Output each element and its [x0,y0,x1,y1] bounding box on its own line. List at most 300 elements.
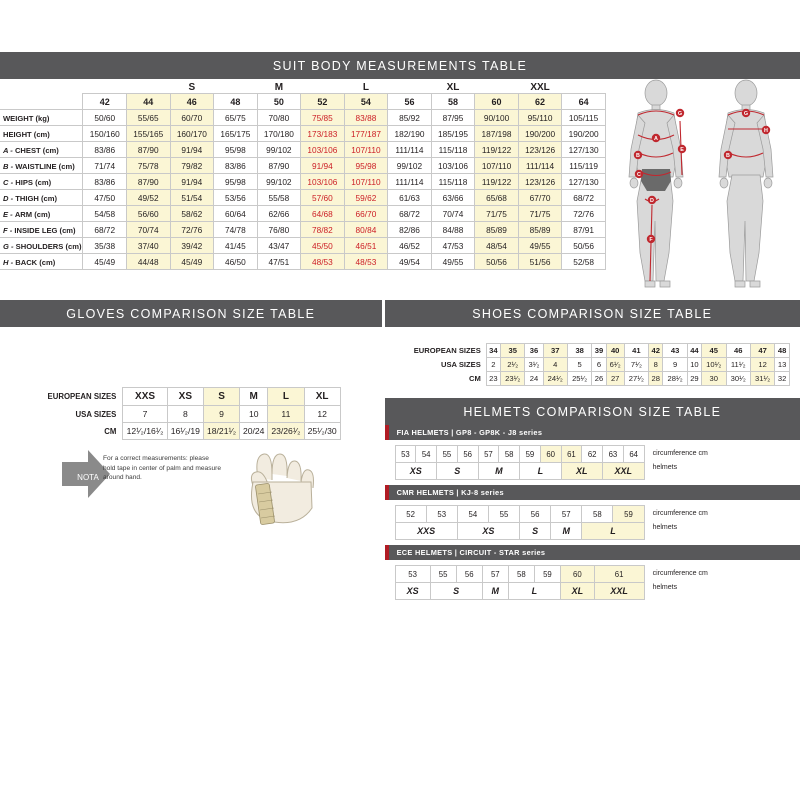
shoes-size-cell: 10¹⁄₂ [702,358,726,372]
helmet-circumference-cell: 55 [437,446,458,463]
helmet-circumference-cell: 54 [416,446,437,463]
suit-measure-cell: 50/56 [562,238,606,254]
helmet-circumference-cell: 52 [395,506,426,523]
shoes-size-cell: 29 [687,372,701,386]
helmet-circumference-cell: 61 [594,566,644,583]
shoes-size-cell: 46 [726,344,750,358]
suit-measure-cell: 75/85 [301,110,345,126]
shoes-size-cell: 48 [775,344,789,358]
suit-measure-cell: 84/88 [431,222,475,238]
table-row [0,126,608,142]
gloves-size-cell: S [203,388,239,406]
suit-measure-cell: 70/80 [257,110,301,126]
suit-measure-cell: 48/53 [301,254,345,270]
suit-measure-cell: 83/88 [344,110,388,126]
suit-measure-cell: 78/82 [301,222,345,238]
suit-measure-cell: 64/68 [301,206,345,222]
helmet-circumference-cell: 63 [603,446,624,463]
shoes-size-cell: 5 [567,358,591,372]
suit-size-group-header: XL [431,79,475,94]
suit-measure-cell: 76/80 [257,222,301,238]
suit-size-number: 54 [344,94,388,110]
helmet-circumference-cell: 57 [482,566,508,583]
suit-measure-cell: 72/76 [170,222,214,238]
shoes-size-cell: 23 [486,372,500,386]
gloves-size-cell: 7 [123,406,167,423]
shoes-size-cell: 45 [702,344,726,358]
suit-row-label: F - INSIDE LEG (cm) [0,222,83,238]
gloves-size-cell: 10 [240,406,268,423]
suit-measure-cell: 74/78 [214,222,258,238]
gloves-size-cell: 11 [268,406,304,423]
table-row [395,344,790,358]
helmet-size-cell: S [520,523,551,540]
svg-text:H: H [764,128,768,134]
suit-measure-cell: 107/110 [344,142,388,158]
suit-measure-cell: 99/102 [257,174,301,190]
helmet-block [385,545,800,605]
helmet-circumference-cell: 53 [426,506,457,523]
gloves-title-banner: GLOVES COMPARISON SIZE TABLE [0,300,382,327]
shoes-size-cell: 43 [663,344,687,358]
table-row [41,423,341,440]
suit-size-number: 46 [170,94,214,110]
shoes-size-cell: 8 [649,358,663,372]
table-row [0,158,608,174]
shoes-size-cell: 38 [567,344,591,358]
suit-row-label: B - WAISTLINE (cm) [0,158,83,174]
suit-measure-cell: 123/126 [518,174,562,190]
suit-measure-cell: 47/50 [83,190,127,206]
helmet-circumference-cell: 64 [623,446,644,463]
suit-measure-cell: 67/70 [518,190,562,206]
helmet-series-header: CMR HELMETS | KJ-8 series [385,485,800,500]
shoes-size-cell: 28 [649,372,663,386]
suit-size-number: 50 [257,94,301,110]
suit-measure-cell: 52/58 [562,254,606,270]
suit-measure-cell: 37/40 [127,238,171,254]
suit-measure-cell: 87/95 [431,110,475,126]
table-row [0,110,608,126]
shoes-helmets-column [382,300,800,605]
suit-measure-cell: 85/89 [518,222,562,238]
table-row [0,254,608,270]
shoes-size-cell: 44 [687,344,701,358]
suit-measure-cell: 61/63 [388,190,432,206]
suit-measurements-table [0,79,608,270]
suit-measure-cell: 115/119 [562,158,606,174]
shoes-size-cell: 2 [486,358,500,372]
shoes-size-table [395,343,790,386]
table-row [0,222,608,238]
shoes-size-cell: 31¹⁄₂ [750,372,774,386]
suit-measure-cell: 75/78 [127,158,171,174]
shoes-size-cell: 40 [606,344,624,358]
suit-size-group-header: S [170,79,214,94]
suit-measure-cell: 60/70 [170,110,214,126]
suit-measure-cell: 91/94 [170,142,214,158]
table-row [0,174,608,190]
suit-number-row-label [0,94,83,110]
suit-measure-cell: 82/86 [388,222,432,238]
suit-row-label: C - HIPS (cm) [0,174,83,190]
table-row [395,583,644,600]
helmet-size-table [395,445,645,480]
table-row [395,446,644,463]
helmet-size-cell: L [582,523,644,540]
gloves-size-cell: L [268,388,304,406]
suit-size-group-header [301,79,345,94]
helmet-circumference-cell: 61 [561,446,582,463]
suit-measure-cell: 190/200 [518,126,562,142]
helmet-circumference-cell: 59 [534,566,560,583]
shoes-size-cell: 27 [606,372,624,386]
suit-corner-cell [0,79,83,94]
helmet-circumference-cell: 57 [551,506,582,523]
suit-size-group-header [83,79,127,94]
helmet-size-cell: L [508,583,560,600]
suit-measure-cell: 50/56 [475,254,519,270]
shoes-size-cell: 7¹⁄₂ [624,358,648,372]
helmet-series-header: ECE HELMETS | CIRCUIT - STAR series [385,545,800,560]
table-row [0,238,608,254]
suit-measure-cell: 127/130 [562,142,606,158]
suit-measure-cell: 79/82 [170,158,214,174]
suit-measure-cell: 72/76 [562,206,606,222]
gloves-size-cell: M [240,388,268,406]
suit-measure-cell: 95/110 [518,110,562,126]
shoes-row-label: CM [468,374,481,383]
helmet-size-table [395,505,645,540]
suit-row-label: HEIGHT (cm) [0,126,83,142]
suit-measure-cell: 83/86 [214,158,258,174]
suit-row-label: H - BACK (cm) [0,254,83,270]
table-row [395,506,644,523]
suit-measure-cell: 95/98 [214,142,258,158]
suit-measure-cell: 49/55 [518,238,562,254]
shoes-size-cell: 47 [750,344,774,358]
shoes-size-cell: 2¹⁄₂ [501,358,525,372]
top-spacer [0,0,800,52]
helmet-blocks [385,425,800,605]
suit-measure-cell: 111/114 [388,142,432,158]
gloves-size-cell: 12 [304,406,340,423]
suit-measure-cell: 170/180 [257,126,301,142]
helmet-circumference-cell: 57 [478,446,499,463]
suit-size-group-header: XXL [518,79,562,94]
suit-measure-cell: 190/200 [562,126,606,142]
suit-measure-cell: 111/114 [388,174,432,190]
suit-measure-cell: 90/100 [475,110,519,126]
shoes-size-cell: 28¹⁄₂ [663,372,687,386]
helmet-size-cell: XS [395,583,430,600]
suit-measure-cell: 48/54 [475,238,519,254]
svg-text:G: G [677,111,683,117]
suit-size-group-header: M [257,79,301,94]
table-row [395,372,790,386]
table-row [395,463,644,480]
suit-measure-cell: 91/94 [301,158,345,174]
suit-size-number: 56 [388,94,432,110]
shoes-size-cell: 42 [649,344,663,358]
shoes-size-cell: 9 [663,358,687,372]
lower-area [0,300,800,605]
helmet-note-circumference: circumference cm [652,450,708,457]
shoes-size-cell: 26 [592,372,606,386]
suit-measure-cell: 48/53 [344,254,388,270]
table-row [0,142,608,158]
helmet-size-cell: XXL [603,463,645,480]
helmet-block [385,485,800,545]
shoes-size-cell: 35 [501,344,525,358]
table-row [395,358,790,372]
svg-text:A: A [654,136,658,142]
shoes-size-cell: 39 [592,344,606,358]
helmet-circumference-cell: 60 [560,566,594,583]
shoes-size-cell: 25¹⁄₂ [567,372,591,386]
helmet-size-cell: M [478,463,520,480]
helmet-circumference-cell: 55 [430,566,456,583]
shoes-size-cell: 6¹⁄₂ [606,358,624,372]
suit-size-number: 60 [475,94,519,110]
helmet-size-cell: M [482,583,508,600]
suit-title-banner: SUIT BODY MEASUREMENTS TABLE [0,52,800,79]
suit-row-label: WEIGHT (kg) [0,110,83,126]
suit-measure-cell: 185/195 [431,126,475,142]
suit-measure-cell: 51/56 [518,254,562,270]
suit-measure-cell: 45/49 [170,254,214,270]
suit-measure-cell: 57/60 [301,190,345,206]
helmet-size-cell: XXS [395,523,457,540]
suit-measure-cell: 107/110 [475,158,519,174]
suit-measure-cell: 85/89 [475,222,519,238]
suit-measure-cell: 62/66 [257,206,301,222]
suit-measure-cell: 66/70 [344,206,388,222]
suit-measure-cell: 95/98 [344,158,388,174]
shoes-size-cell: 32 [775,372,789,386]
shoes-row-label: USA SIZES [440,360,481,369]
suit-measure-cell: 150/160 [83,126,127,142]
shoes-size-cell: 6 [592,358,606,372]
suit-measure-cell: 60/64 [214,206,258,222]
shoes-size-cell: 30¹⁄₂ [726,372,750,386]
suit-measure-cell: 85/92 [388,110,432,126]
table-row [0,206,608,222]
helmets-title-banner: HELMETS COMPARISON SIZE TABLE [385,398,800,425]
suit-measure-cell: 119/122 [475,142,519,158]
suit-size-number: 64 [562,94,606,110]
suit-size-number: 58 [431,94,475,110]
helmet-size-cell: L [520,463,562,480]
helmet-note [645,500,708,536]
shoes-size-cell: 36 [525,344,543,358]
gloves-note-area [0,440,382,560]
shoes-size-cell: 30 [702,372,726,386]
gloves-size-cell: XL [304,388,340,406]
helmet-circumference-cell: 56 [457,446,478,463]
suit-measure-cell: 91/94 [170,174,214,190]
shoes-size-cell: 3¹⁄₂ [525,358,543,372]
table-row [395,523,644,540]
suit-measure-cell: 35/38 [83,238,127,254]
suit-table-wrap [0,79,608,296]
suit-measure-cell: 115/118 [431,174,475,190]
helmet-circumference-cell: 56 [520,506,551,523]
helmet-note [645,440,708,476]
suit-size-number: 42 [83,94,127,110]
svg-text:C: C [637,172,641,178]
suit-measure-cell: 55/58 [257,190,301,206]
suit-measure-cell: 83/86 [83,174,127,190]
suit-size-group-header [388,79,432,94]
helmet-circumference-cell: 58 [499,446,520,463]
shoes-size-cell: 41 [624,344,648,358]
suit-measure-cell: 99/102 [388,158,432,174]
suit-measure-cell: 111/114 [518,158,562,174]
gloves-size-cell: 8 [167,406,203,423]
gloves-row-label: CM [104,426,117,436]
suit-measure-cell: 70/74 [127,222,171,238]
suit-measure-cell: 127/130 [562,174,606,190]
svg-text:B: B [636,153,640,159]
suit-measure-cell: 47/53 [431,238,475,254]
suit-measure-cell: 87/90 [127,174,171,190]
helmet-size-cell: S [437,463,479,480]
suit-size-group-header [475,79,519,94]
suit-measure-cell: 58/62 [170,206,214,222]
svg-text:F: F [649,237,653,243]
suit-measure-cell: 173/183 [301,126,345,142]
suit-measure-cell: 68/72 [562,190,606,206]
shoes-size-cell: 34 [486,344,500,358]
helmet-circumference-cell: 60 [540,446,561,463]
suit-measure-cell: 103/106 [301,142,345,158]
gloves-size-cell: XXS [123,388,167,406]
suit-measure-cell: 107/110 [344,174,388,190]
suit-measure-cell: 54/58 [83,206,127,222]
helmet-size-cell: XXL [594,583,644,600]
helmet-circumference-cell: 59 [613,506,644,523]
suit-measure-cell: 45/49 [83,254,127,270]
suit-row-label: E - ARM (cm) [0,206,83,222]
shoes-size-cell: 4 [543,358,567,372]
suit-measure-cell: 63/66 [431,190,475,206]
suit-measure-cell: 165/175 [214,126,258,142]
helmet-circumference-cell: 59 [520,446,541,463]
shoes-size-cell: 11¹⁄₂ [726,358,750,372]
shoes-size-cell: 10 [687,358,701,372]
suit-section [0,0,800,296]
shoes-size-cell: 12 [750,358,774,372]
helmet-circumference-cell: 53 [395,566,430,583]
suit-measure-cell: 46/52 [388,238,432,254]
shoes-size-cell: 23¹⁄₂ [501,372,525,386]
helmet-block [385,425,800,485]
suit-size-number: 52 [301,94,345,110]
hand-measure-illustration [236,444,326,528]
suit-size-number: 44 [127,94,171,110]
shoes-size-cell: 24 [525,372,543,386]
suit-measure-cell: 155/165 [127,126,171,142]
suit-row-label: D - THIGH (cm) [0,190,83,206]
suit-measure-cell: 45/50 [301,238,345,254]
suit-measure-cell: 71/75 [475,206,519,222]
gloves-size-cell: 20/24 [240,423,268,440]
gloves-row-label: EUROPEAN SIZES [47,392,117,401]
suit-measure-cell: 55/65 [127,110,171,126]
gloves-size-cell: 25¹⁄₂/30 [304,423,340,440]
helmet-note-circumference: circumference cm [652,570,708,577]
helmet-size-cell: XL [560,583,594,600]
helmet-circumference-cell: 58 [582,506,613,523]
helmet-circumference-cell: 55 [488,506,519,523]
helmet-note [645,560,708,596]
helmet-series-header: FIA HELMETS | GP8 - GP8K - J8 series [385,425,800,440]
table-row [395,566,644,583]
suit-measure-cell: 59/62 [344,190,388,206]
gloves-size-cell: XS [167,388,203,406]
helmet-note-helmets: helmets [652,524,678,531]
suit-measure-cell: 87/90 [127,142,171,158]
shoes-title-banner: SHOES COMPARISON SIZE TABLE [385,300,800,327]
suit-measure-cell: 68/72 [388,206,432,222]
suit-size-number: 62 [518,94,562,110]
suit-measure-cell: 119/122 [475,174,519,190]
gloves-size-cell: 18/21¹⁄₂ [203,423,239,440]
body-figures [608,79,800,296]
suit-measure-cell: 160/170 [170,126,214,142]
helmet-circumference-cell: 62 [582,446,603,463]
suit-measure-cell: 71/75 [518,206,562,222]
gloves-size-table [41,387,341,440]
suit-measure-cell: 95/98 [214,174,258,190]
suit-measure-cell: 43/47 [257,238,301,254]
gloves-size-cell: 23/26¹⁄₂ [268,423,304,440]
gloves-size-cell: 12¹⁄₂/16¹⁄₂ [123,423,167,440]
suit-measure-cell: 177/187 [344,126,388,142]
suit-size-number: 48 [214,94,258,110]
suit-size-group-header [127,79,171,94]
gloves-size-cell: 16¹⁄₂/19 [167,423,203,440]
suit-measure-cell: 49/54 [388,254,432,270]
helmet-note-circumference: circumference cm [652,510,708,517]
suit-measure-cell: 65/68 [475,190,519,206]
helmet-size-cell: S [430,583,482,600]
gloves-row-label: USA SIZES [75,409,117,419]
svg-text:D: D [650,198,654,204]
svg-text:B: B [726,153,730,159]
suit-size-group-header [562,79,606,94]
suit-measure-cell: 83/86 [83,142,127,158]
suit-measure-cell: 87/90 [257,158,301,174]
shoes-row-label: EUROPEAN SIZES [413,346,481,355]
shoes-size-cell: 37 [543,344,567,358]
suit-measure-cell: 103/106 [431,158,475,174]
gloves-note-text: For a correct measurements: please hold tape in center of palm and measure around hand. [103,455,222,482]
suit-measure-cell: 123/126 [518,142,562,158]
suit-measure-cell: 41/45 [214,238,258,254]
suit-measure-cell: 46/50 [214,254,258,270]
suit-measure-cell: 47/51 [257,254,301,270]
suit-measure-cell: 49/55 [431,254,475,270]
suit-measure-cell: 46/51 [344,238,388,254]
helmet-size-cell: M [551,523,582,540]
suit-measure-cell: 103/106 [301,174,345,190]
svg-text:G: G [743,111,749,117]
shoes-size-cell: 24¹⁄₂ [543,372,567,386]
suit-measure-cell: 71/74 [83,158,127,174]
suit-measure-cell: 44/48 [127,254,171,270]
